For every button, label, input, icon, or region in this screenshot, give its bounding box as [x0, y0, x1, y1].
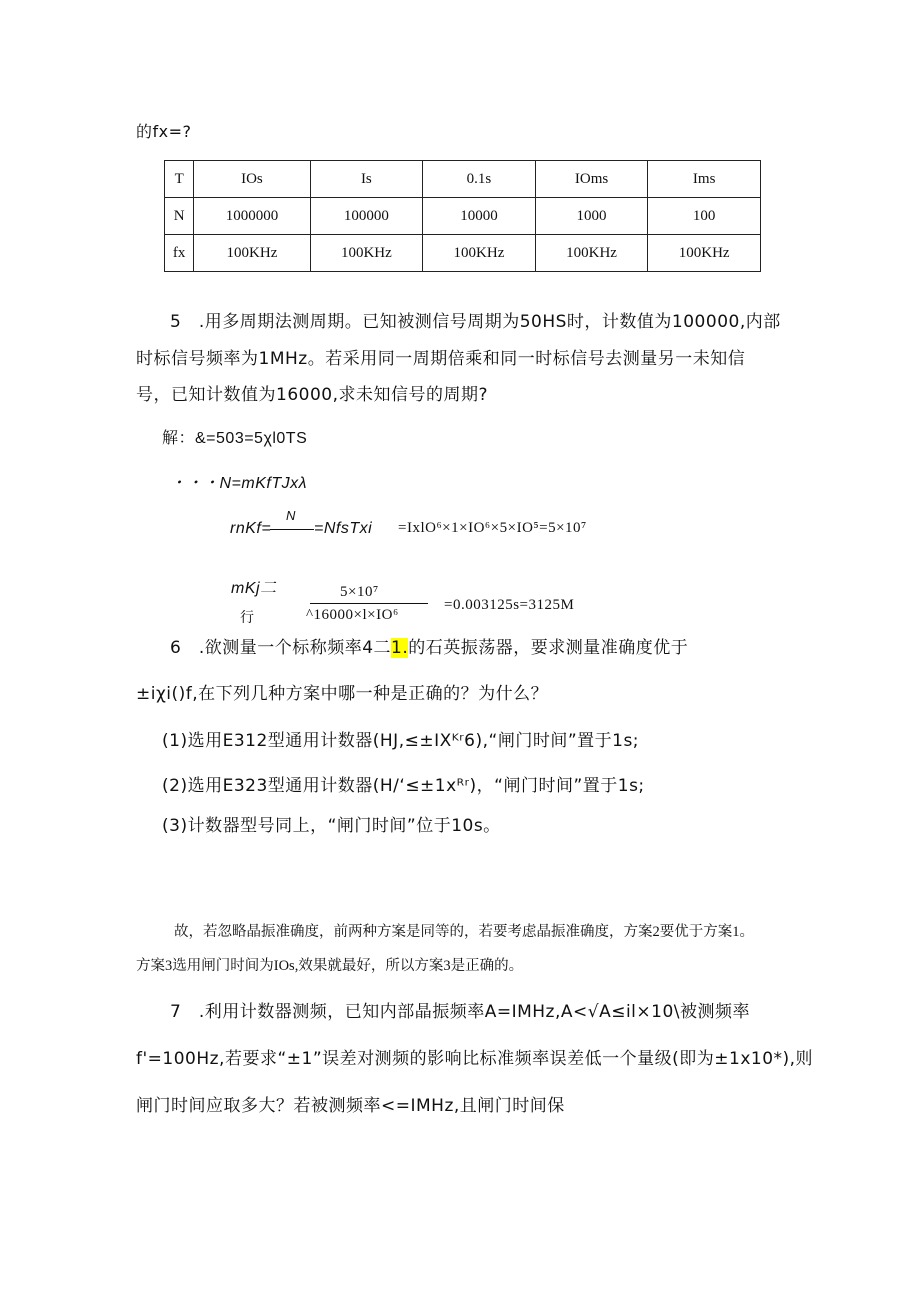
eq2-sub: 行: [240, 610, 255, 626]
q7-line-2: f'=100Hz,若要求“±1”误差对测频的影响比标准频率误差低一个量级(即为±1x10*),则: [136, 1049, 814, 1069]
q5-line-1: 5 .用多周期法测周期。已知被测信号周期为50HS时，计数值为100000,内部: [170, 312, 781, 332]
q6-line-2: ±iχi()f,在下列几种方案中哪一种是正确的？为什么？: [136, 684, 549, 704]
table-cell: 100KHz: [535, 235, 648, 272]
eq2-fraction-bar: [310, 603, 428, 604]
table-cell: IOms: [535, 161, 648, 198]
q7-line-3: 闸门时间应取多大？若被测频率<=IMHz,且闸门时间保: [136, 1096, 565, 1116]
table-cell: 100000: [310, 198, 423, 235]
q6-highlight: 1.: [391, 638, 409, 658]
q6-line-1-post: 的石英振荡器，要求测量准确度优于: [408, 638, 689, 658]
eq2-numerator: 5×10⁷: [340, 584, 379, 600]
table-cell: fx: [165, 235, 194, 272]
q5-line-3: 号，已知计数值为16000,求未知信号的周期?: [136, 385, 489, 405]
table-cell: T: [165, 161, 194, 198]
eq1-right: =IxlO⁶×1×IO⁶×5×IO⁵=5×10⁷: [398, 520, 587, 536]
q6-option-3: (3)计数器型号同上，“闸门时间”位于10s。: [162, 816, 501, 836]
q7-line-1: 7 .利用计数器测频，已知内部晶振频率A=IMHz,A<√A≤il×10\被测频率: [170, 1002, 751, 1022]
q5-line-2: 时标信号频率为1MHz。若采用同一周期倍乘和同一时标信号去测量另一未知信: [136, 349, 746, 369]
q6-line-1: [170, 640, 688, 657]
table-cell: 1000: [535, 198, 648, 235]
table-cell: 0.1s: [423, 161, 536, 198]
table-cell: 10000: [423, 198, 536, 235]
solution-line-1: 解：&=503=5χl0TS: [162, 430, 308, 447]
eq1-left: rnKf=: [230, 520, 272, 537]
table-cell: Ims: [648, 161, 761, 198]
eq2-right: =0.003125s=3125M: [444, 597, 575, 613]
q6-line-1-pre: 6 .欲测量一个标称频率4二: [170, 638, 392, 658]
eq1-numerator: N: [286, 508, 296, 523]
eq1-mid: =NfsTxi: [314, 520, 373, 537]
table-cell: IOs: [194, 161, 310, 198]
table-cell: 100KHz: [310, 235, 423, 272]
table-cell: 100KHz: [648, 235, 761, 272]
table-cell: N: [165, 198, 194, 235]
eq2-denominator: ^16000×l×IO⁶: [306, 607, 399, 623]
solution-line-2: ・・・N=mKfTJxλ: [170, 475, 307, 492]
eq1-fraction-bar: [270, 529, 314, 530]
table-cell: 100: [648, 198, 761, 235]
q6-option-2: (2)选用E323型通用计数器(H/‘≤±1xᴿʳ)，“闸门时间”置于1s;: [162, 776, 645, 796]
eq2-left: mKj二: [231, 580, 277, 597]
q6-option-1: (1)选用E312型通用计数器(HJ,≤±IXᴷʳ6),“闸门时间”置于1s;: [162, 731, 640, 751]
table-cell: 100KHz: [423, 235, 536, 272]
data-table: [164, 160, 761, 272]
answer6-line-2: 方案3选用闸门时间为IOs,效果就最好，所以方案3是正确的。: [136, 958, 524, 974]
intro-text: 的fx=?: [136, 122, 192, 141]
table-cell: 100KHz: [194, 235, 310, 272]
answer6-line-1: 故，若忽略晶振准确度，前两种方案是同等的，若要考虑晶振准确度，方案2要优于方案1。: [174, 924, 754, 940]
table-row: [165, 161, 761, 198]
table-row: [165, 198, 761, 235]
table-cell: Is: [310, 161, 423, 198]
table-row: [165, 235, 761, 272]
table-cell: 1000000: [194, 198, 310, 235]
